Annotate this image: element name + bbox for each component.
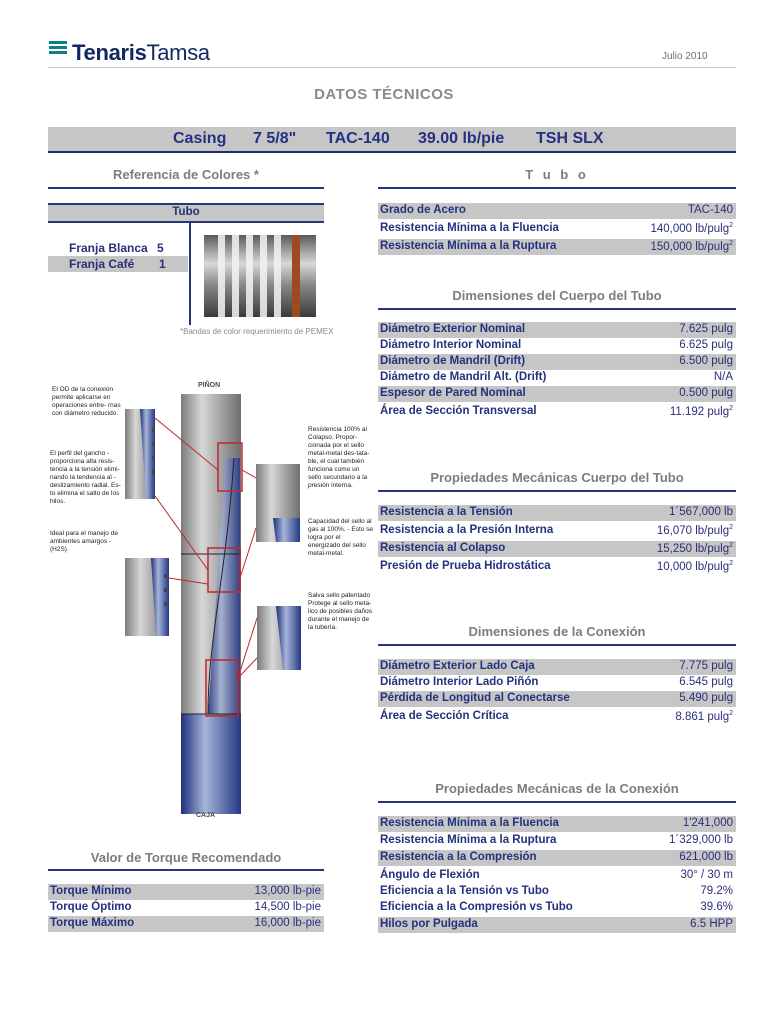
row-value — [688, 204, 733, 216]
torque-heading: Valor de Torque Recomendado — [90, 850, 282, 865]
row-value — [670, 405, 733, 418]
row-value-text: 7.775 pulg — [679, 660, 733, 672]
pipe-color-bands-image — [204, 235, 316, 317]
row-value-text: 6.625 pulg — [679, 339, 733, 351]
row-value-text: TAC-140 — [687, 204, 733, 216]
row-value-text: 6.500 pulg — [679, 355, 733, 367]
row-value-exponent: 2 — [729, 710, 733, 717]
brand-logo-icon — [49, 41, 67, 56]
row-label: Diámetro Exterior Lado Caja — [380, 660, 535, 672]
row-label: Resistencia Mínima a la Fluencia — [380, 817, 559, 829]
row-value-text: 7.625 pulg — [679, 323, 733, 335]
table-row — [378, 239, 736, 255]
table-row — [378, 523, 736, 539]
torque-rule — [48, 869, 324, 871]
torque-row: Torque Máximo 16,000 lb-pie — [48, 916, 324, 932]
colors-heading: Referencia de Colores * — [113, 167, 259, 182]
row-value-exponent: 2 — [729, 240, 733, 247]
torque-row: Torque Mínimo 13,000 lb-pie — [48, 884, 324, 900]
row-value-text: 150,000 lb/pulg — [650, 240, 730, 253]
colors-tubo-label: Tubo — [172, 206, 200, 218]
row-value-text: 5.490 pulg — [679, 692, 733, 704]
row-value-text: 39.6% — [700, 901, 733, 913]
table-row — [378, 868, 736, 884]
table-row — [378, 559, 736, 575]
table-row — [378, 709, 736, 725]
franja-cafe-row — [48, 256, 188, 272]
row-label: Resistencia a la Compresión — [380, 851, 537, 863]
row-value-text: 11.192 pulg — [669, 405, 730, 418]
prop-conexion-heading: Propiedades Mecánicas de la Conexión — [435, 781, 679, 796]
table-row — [378, 404, 736, 420]
brand-logo: TenarisTamsa — [72, 40, 210, 65]
table-row — [378, 354, 736, 370]
row-label: Resistencia a la Presión Interna — [380, 524, 554, 536]
dim-cuerpo-heading: Dimensiones del Cuerpo del Tubo — [452, 288, 662, 303]
table-row — [378, 850, 736, 866]
table-row — [378, 322, 736, 338]
row-value-text: 15,250 lb/pulg — [656, 542, 730, 555]
row-value — [679, 355, 733, 367]
row-value — [679, 387, 733, 399]
franja-blanca-row — [48, 240, 188, 256]
table-row — [378, 221, 736, 237]
row-label: Área de Sección Transversal — [380, 405, 537, 417]
row-value-text: 79.2% — [700, 885, 733, 897]
table-row — [378, 675, 736, 691]
colors-note: *Bandas de color requerimiento de PEMEX — [180, 327, 334, 336]
tubo-rule — [378, 187, 736, 189]
torque-row: Torque Óptimo 14,500 lb-pie — [50, 901, 321, 913]
row-label: Grado de Acero — [380, 204, 466, 216]
dim-cuerpo-rule — [378, 308, 736, 310]
row-label: Diámetro de Mandril (Drift) — [380, 355, 526, 367]
table-row — [378, 505, 736, 521]
row-value-text: 1´329,000 lb — [669, 834, 733, 846]
row-value-exponent: 2 — [729, 222, 733, 229]
table-row — [378, 833, 736, 849]
row-label: Ángulo de Flexión — [380, 869, 480, 881]
row-label: Eficiencia a la Compresión vs Tubo — [380, 901, 573, 913]
row-value-exponent: 2 — [729, 560, 733, 567]
colors-rule — [48, 187, 324, 189]
diagram-note-gas: Capacidad del sello al gas al 100%. - Esto se logra por el energizado del sello metal-metal. — [308, 518, 374, 557]
dim-conexion-rule — [378, 644, 736, 646]
row-value — [675, 710, 733, 723]
colors-divider — [189, 221, 191, 325]
caja-label: CAJA — [196, 812, 216, 819]
row-label: Diámetro Interior Nominal — [380, 339, 522, 351]
row-label: Pérdida de Longitud al Conectarse — [380, 692, 570, 704]
franja-blanca-count: 5 — [157, 241, 164, 255]
row-label: Resistencia Mínima a la Ruptura — [380, 834, 557, 846]
row-value-text: 8.861 pulg — [675, 710, 730, 723]
row-value — [650, 222, 733, 235]
diagram-note-od: El OD de la conexión permite aplicarse en operaciones entre- rnas con diámetro reducido. — [52, 386, 121, 417]
row-value-exponent: 2 — [729, 405, 733, 412]
row-value — [657, 542, 733, 555]
table-row — [378, 659, 736, 675]
page-title: DATOS TÉCNICOS — [314, 86, 454, 103]
row-value — [679, 692, 733, 704]
product-bar — [48, 127, 736, 153]
product-weight: 39.00 lb/pie — [418, 130, 505, 147]
row-label: Resistencia al Colapso — [380, 542, 506, 554]
row-value-text: 30° / 30 m — [680, 869, 733, 881]
row-value — [679, 323, 733, 335]
row-value — [679, 339, 733, 351]
diagram-note-sour: Ideal para el manejo de ambientes amargos - (H2S). — [50, 530, 118, 553]
row-value-text: 1'241,000 — [682, 817, 733, 829]
row-value-text: 6.545 pulg — [679, 676, 733, 688]
row-value — [679, 660, 733, 672]
row-value — [669, 506, 733, 518]
colors-tubo-header — [48, 203, 324, 223]
row-value — [657, 524, 733, 537]
row-label: Resistencia Mínima a la Ruptura — [380, 240, 557, 252]
row-value-text: 621,000 lb — [679, 851, 733, 863]
row-value — [650, 240, 733, 253]
row-value-text: 140,000 lb/pulg — [650, 222, 730, 235]
row-label: Área de Sección Crítica — [380, 710, 509, 722]
table-row — [378, 884, 736, 900]
row-label: Diámetro Exterior Nominal — [380, 323, 526, 335]
row-value-text: 1´567,000 lb — [669, 506, 733, 518]
row-label: Presión de Prueba Hidrostática — [380, 560, 551, 572]
row-label: Hilos por Pulgada — [380, 918, 478, 930]
table-row — [378, 691, 736, 707]
table-row — [378, 541, 736, 557]
row-value — [679, 676, 733, 688]
row-value-text: N/A — [713, 371, 733, 383]
dim-conexion-heading: Dimensiones de la Conexión — [468, 624, 646, 639]
row-label: Eficiencia a la Tensión vs Tubo — [380, 885, 549, 897]
product-type: Casing — [173, 130, 227, 147]
table-row — [378, 370, 736, 386]
table-row — [378, 338, 736, 354]
diagram-note-seal: Salva sello patentado Protege al sello meta- lico de posibles daños durante el manejo de la tubería. — [308, 592, 372, 631]
table-row — [378, 917, 736, 933]
table-row — [378, 203, 736, 219]
table-row — [378, 386, 736, 402]
row-value — [700, 901, 733, 913]
row-label: Diámetro de Mandril Alt. (Drift) — [380, 371, 547, 383]
row-label: Resistencia a la Tensión — [380, 506, 513, 518]
header-divider — [48, 67, 736, 68]
row-value — [657, 560, 733, 573]
document-date: Julio 2010 — [662, 51, 708, 62]
row-value-exponent: 2 — [729, 542, 733, 549]
franja-cafe-label: Franja Café — [69, 257, 135, 271]
row-value-text: 6.5 HPP — [690, 918, 733, 930]
product-diameter: 7 5/8" — [253, 130, 297, 147]
table-row — [378, 900, 736, 916]
row-value-text: 0.500 pulg — [679, 387, 733, 399]
row-value-text: 16,070 lb/pulg — [656, 524, 730, 537]
diagram-note-hook: El perfil del gancho - proporciona alta resis- tencia a la tensión elimi- nando la tendencia al - deslizamiento radial. Es- to elimina el salto de los hilos. — [50, 450, 121, 505]
row-value-text: 10,000 lb/pulg — [656, 560, 730, 573]
row-value — [680, 869, 733, 881]
pinon-label: PIÑON — [198, 382, 221, 389]
row-label: Espesor de Pared Nominal — [380, 387, 526, 399]
row-value-exponent: 2 — [729, 524, 733, 531]
row-label: Diámetro Interior Lado Piñón — [380, 676, 539, 688]
franja-cafe-count: 1 — [159, 257, 166, 271]
prop-cuerpo-rule — [378, 490, 736, 492]
table-row — [378, 816, 736, 832]
row-value — [683, 817, 733, 829]
row-value — [679, 851, 733, 863]
prop-cuerpo-heading: Propiedades Mecánicas Cuerpo del Tubo — [430, 470, 684, 485]
product-connection: TSH SLX — [536, 130, 604, 147]
row-value — [669, 834, 733, 846]
product-grade: TAC-140 — [326, 130, 390, 147]
diagram-note-collapse: Resistencia 100% al Colapso. Propor- cionada por el sello metal-metal des-tata- ble, el cual también funciona como un sello secundario a la presión interna. — [308, 426, 370, 489]
tubo-heading: T u b o — [525, 167, 589, 182]
prop-conexion-rule — [378, 801, 736, 803]
row-label: Resistencia Mínima a la Fluencia — [380, 222, 559, 234]
row-value — [700, 885, 733, 897]
franja-blanca-label: Franja Blanca — [69, 241, 148, 255]
row-value — [690, 918, 733, 930]
row-value — [714, 371, 733, 383]
